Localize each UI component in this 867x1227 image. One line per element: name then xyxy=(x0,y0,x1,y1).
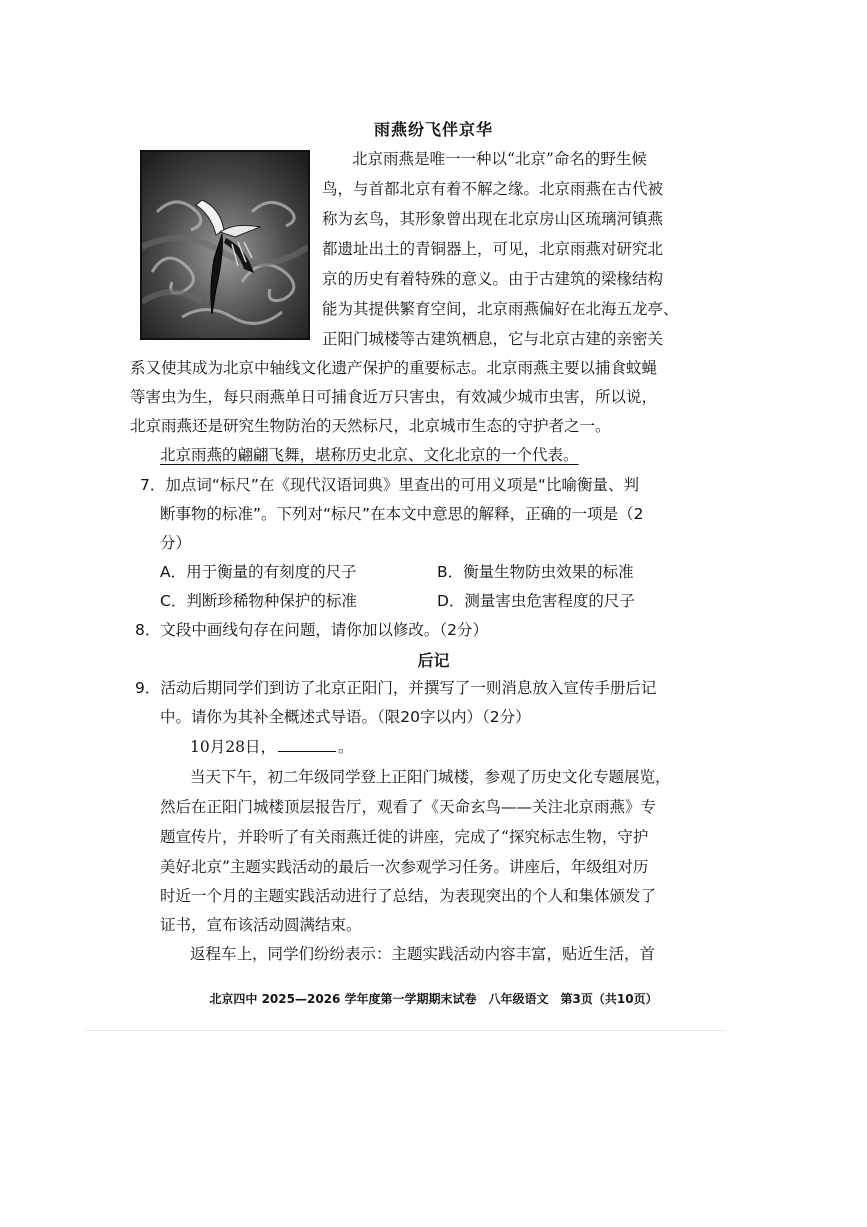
q7-line-3: 分） xyxy=(160,534,192,552)
passage-line-1: 北京雨燕是唯一一种以“北京”命名的野生候 xyxy=(352,150,647,168)
news-line-1: 当天下午，初二年级同学登上正阳门城楼，参观了历史文化专题展览， xyxy=(190,768,671,786)
passage-line-8: 系又使其成为北京中轴线文化遗产保护的重要标志。北京雨燕主要以捕食蚊蝇 xyxy=(130,359,658,377)
swift-bird-icon xyxy=(142,152,308,338)
news-line-2: 然后在正阳门城楼顶层报告厅，观看了《天命玄鸟——关注北京雨燕》专 xyxy=(160,798,657,816)
q9-line-2: 中。请你为其补全概述式导语。（限20字以内）（2分） xyxy=(160,708,531,726)
q7-option-d[interactable]: D．测量害虫危害程度的尺子 xyxy=(437,592,635,610)
q7-line-1: 7．加点词“标尺”在《现代汉语词典》里查出的可用义项是“比喻衡量、判 xyxy=(140,476,639,494)
passage-line-5: 京的历史有着特殊的意义。由于古建筑的梁椽结构 xyxy=(322,270,664,288)
q7-option-b[interactable]: B．衡量生物防虫效果的标准 xyxy=(437,563,634,581)
news-line-4: 美好北京”主题实践活动的最后一次参观学习任务。讲座后，年级组对历 xyxy=(160,858,649,876)
date-prefix: 10月28日， xyxy=(190,738,276,756)
date-suffix: 。 xyxy=(337,738,354,756)
answer-blank[interactable] xyxy=(278,739,336,752)
section-heading: 后记 xyxy=(417,651,450,670)
q7-line-2: 断事物的标准”。下列对“标尺”在本文中意思的解释，正确的一项是（2 xyxy=(160,505,644,523)
passage-line-4: 都遗址出土的青铜器上，可见，北京雨燕对研究北 xyxy=(322,240,664,258)
passage-line-10: 北京雨燕还是研究生物防治的天然标尺，北京城市生态的守护者之一。 xyxy=(130,417,611,435)
news-line-5: 时近一个月的主题实践活动进行了总结，为表现突出的个人和集体颁发了 xyxy=(160,887,657,905)
underlined-sentence: 北京雨燕的翩翩飞舞，堪称历史北京、文化北京的一个代表。 xyxy=(160,446,579,464)
bottom-divider xyxy=(85,1030,725,1031)
news-line-7: 返程车上，同学们纷纷表示：主题实践活动内容丰富，贴近生活，首 xyxy=(190,945,656,963)
q7-option-a[interactable]: A．用于衡量的有刻度的尺子 xyxy=(160,563,357,581)
passage-line-2: 鸟，与首都北京有着不解之缘。北京雨燕在古代被 xyxy=(322,180,664,198)
swift-photo xyxy=(140,150,310,340)
q9-line-1: 9．活动后期同学们到访了北京正阳门，并撰写了一则消息放入宣传手册后记 xyxy=(135,679,657,697)
passage-title: 雨燕纷飞伴京华 xyxy=(373,120,493,139)
passage-line-7: 正阳门城楼等古建筑栖息，它与北京古建的亲密关 xyxy=(322,330,664,348)
passage-line-3: 称为玄鸟，其形象曾出现在北京房山区琉璃河镇燕 xyxy=(322,210,664,228)
news-line-6: 证书，宣布该活动圆满结束。 xyxy=(160,916,362,934)
news-line-3: 题宣传片，并聆听了有关雨燕迁徙的讲座，完成了“探究标志生物，守护 xyxy=(160,828,649,846)
q9-answer-line xyxy=(190,735,353,757)
passage-line-9: 等害虫为生，每只雨燕单日可捕食近万只害虫，有效减少城市虫害，所以说， xyxy=(130,388,658,406)
passage-line-6: 能为其提供繁育空间，北京雨燕偏好在北海五龙亭、 xyxy=(322,300,679,318)
q8-text: 8．文段中画线句存在问题，请你加以修改。（2分） xyxy=(135,621,488,639)
q7-option-c[interactable]: C．判断珍稀物种保护的标准 xyxy=(160,592,357,610)
page-footer: 北京四中 2025—2026 学年度第一学期期末试卷 八年级语文 第3页（共10页） xyxy=(209,992,658,1006)
